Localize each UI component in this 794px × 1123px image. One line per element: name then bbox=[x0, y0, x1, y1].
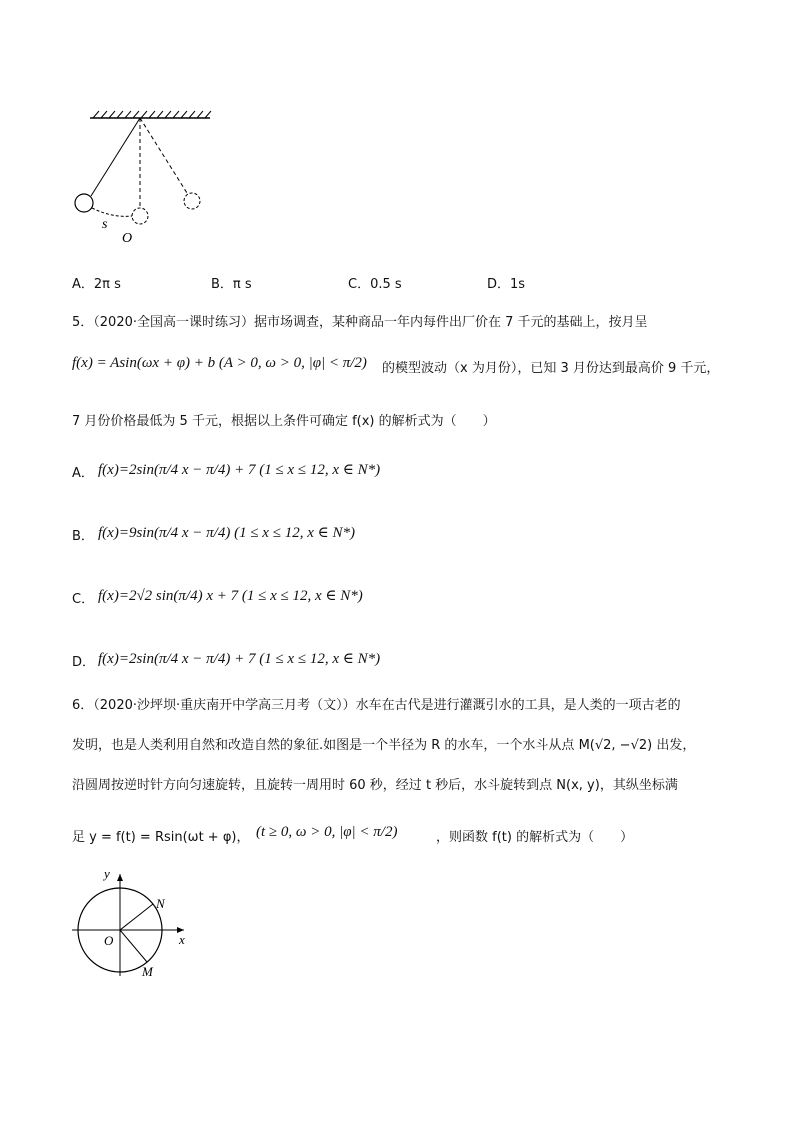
q6-conditions: (t ≥ 0, ω > 0, |φ| < π/2) bbox=[256, 824, 398, 840]
q5-line3: 7 月份价格最低为 5 千元，根据以上条件可确定 f(x) 的解析式为（ ） bbox=[72, 414, 496, 429]
q6-line2: 发明，也是人类利用自然和改造自然的象征.如图是一个半径为 R 的水车，一个水斗从点 M(√2, −√2) 出发， bbox=[72, 738, 696, 753]
q6-line4-a: 足 y = f(t) = Rsin(ωt + φ)， bbox=[72, 830, 250, 845]
q6-line4-c: ，则函数 f(t) 的解析式为（ ） bbox=[436, 830, 634, 845]
q4-option-d[interactable]: D．1s bbox=[487, 277, 526, 292]
q5-line2: 的模型波动（x 为月份），已知 3 月份达到最高价 9 千元， bbox=[382, 361, 720, 376]
origin-label: O bbox=[104, 933, 114, 948]
pendulum-figure bbox=[60, 108, 240, 248]
q4-option-c[interactable]: C．0.5 s bbox=[348, 277, 402, 292]
q5-option-b-label[interactable]: B． bbox=[72, 529, 94, 544]
q5-option-c-formula: f(x)=2√2 sin(π/4) x + 7 (1 ≤ x ≤ 12, x ∈ N*) bbox=[98, 588, 363, 604]
q5-option-d-label[interactable]: D． bbox=[72, 655, 96, 670]
q5-option-b-formula: f(x)=9sin(π/4 x − π/4) (1 ≤ x ≤ 12, x ∈ N*) bbox=[98, 525, 355, 541]
q5-option-a-label[interactable]: A． bbox=[72, 466, 94, 481]
q5-model-formula: f(x) = Asin(ωx + φ) + b (A > 0, ω > 0, |φ| < π/2) bbox=[72, 355, 367, 371]
q4-option-a[interactable]: A．2π s bbox=[72, 277, 121, 292]
radius-om bbox=[120, 930, 147, 962]
q4-option-b[interactable]: B．π s bbox=[211, 277, 252, 292]
q5-option-d-formula: f(x)=2sin(π/4 x − π/4) + 7 (1 ≤ x ≤ 12, x ∈ N*) bbox=[98, 651, 381, 667]
q5-option-c-label[interactable]: C． bbox=[72, 592, 95, 607]
label-o: O bbox=[122, 231, 133, 246]
water-wheel-figure bbox=[66, 866, 196, 981]
radius-on bbox=[120, 904, 153, 930]
point-m-label: M bbox=[142, 964, 153, 979]
point-n-label: N bbox=[156, 896, 165, 911]
bob-solid bbox=[75, 194, 93, 212]
axis-y-label: y bbox=[104, 866, 110, 881]
q5-header: 5．（2020·全国高一课时练习）据市场调查，某种商品一年内每件出厂价在 7 千元的基础上，按月呈 bbox=[72, 315, 648, 330]
string-left bbox=[91, 118, 140, 196]
q6-line1: 6．（2020·沙坪坝·重庆南开中学高三月考（文））水车在古代是进行灌溉引水的工具，是人类的一项古老的 bbox=[72, 698, 681, 713]
q6-line3: 沿圆周按逆时针方向匀速旋转，且旋转一周用时 60 秒，经过 t 秒后，水斗旋转到点 N(x, y)，其纵坐标满 bbox=[72, 778, 678, 793]
label-s: s bbox=[102, 217, 108, 232]
axis-x-label: x bbox=[179, 932, 185, 947]
q5-option-a-formula: f(x)=2sin(π/4 x − π/4) + 7 (1 ≤ x ≤ 12, x ∈ N*) bbox=[98, 462, 381, 478]
